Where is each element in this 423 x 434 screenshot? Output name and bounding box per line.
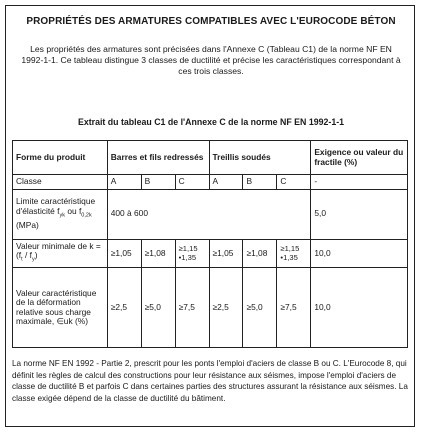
table-cell: ≥2,5: [107, 268, 141, 348]
header-exigence: Exigence ou valeur du fractile (%): [311, 141, 408, 175]
table-row: [13, 268, 408, 348]
table-cell: ≥1,05: [209, 239, 243, 268]
table-cell: ≥7,5: [277, 268, 311, 348]
classe-label: Classe: [13, 175, 108, 190]
table-cell: A: [107, 175, 141, 190]
row-label-k: Valeur minimale de $k = (f_t / f_y)$: [13, 239, 108, 268]
table-cell: C: [175, 175, 209, 190]
table-cell: ≥2,5: [209, 268, 243, 348]
table-cell: 400 à 600: [107, 189, 311, 239]
intro-paragraph: Les propriétés des armatures sont précisées dans l'Annexe C (Tableau C1) de la norme NF EN 1992-1-1. Ce tableau distingue 3 classes de ductilité et précise les caractéristiques correspondant à ces trois classes.: [21, 44, 401, 76]
row-label-limite: Limite caractéristique d'élasticité $f_{yk}$ ou $f_{0,2k}$ (MPa): [13, 189, 108, 239]
table-cell: A: [209, 175, 243, 190]
header-treillis: Treillis soudés: [209, 141, 311, 175]
table-cell: ≥1,08: [243, 239, 277, 268]
table-cell: ≥1,15 •1,35: [175, 239, 209, 268]
table-cell: C: [277, 175, 311, 190]
document-frame: [5, 5, 415, 427]
outro-paragraph: La norme NF EN 1992 - Partie 2, prescrit pour les ponts l'emploi d'aciers de classe B ou C. L'Eurocode 8, qui définit les règles de calcul des constructions pour leur résistance aux séismes, impose l'emploi d'aciers de classe de ductilité B et parfois C dans certaines parties des structures assurant la résistance aux séismes. La classe exigée dépend de la classe de ductilité du bâtiment.: [12, 359, 408, 403]
properties-table: [12, 140, 408, 348]
table-cell: B: [243, 175, 277, 190]
table-cell: ≥1,15 •1,35: [277, 239, 311, 268]
table-cell: ≥1,05: [107, 239, 141, 268]
table-cell: ≥5,0: [141, 268, 175, 348]
table-cell: ≥7,5: [175, 268, 209, 348]
table-row: [13, 239, 408, 268]
page-title: PROPRIÉTÉS DES ARMATURES COMPATIBLES AVEC L'EUROCODE BÉTON: [26, 16, 396, 27]
table-cell: ≥1,08: [141, 239, 175, 268]
table-title: Extrait du tableau C1 de l'Annexe C de la norme NF EN 1992-1-1: [77, 117, 345, 127]
table-cell: -: [311, 175, 408, 190]
table-cell: 10,0: [311, 268, 408, 348]
header-forme: Forme du produit: [13, 141, 108, 175]
classe-row: [13, 175, 408, 190]
header-barres: Barres et fils redressés: [107, 141, 209, 175]
table-cell: 5,0: [311, 189, 408, 239]
table-cell: B: [141, 175, 175, 190]
table-row: [13, 189, 408, 239]
table-header-row: [13, 141, 408, 175]
row-label-deformation: Valeur caractéristique de la déformation relative sous charge maximale, ∈uk (%): [13, 268, 108, 348]
table-cell: ≥5,0: [243, 268, 277, 348]
table-cell: 10,0: [311, 239, 408, 268]
